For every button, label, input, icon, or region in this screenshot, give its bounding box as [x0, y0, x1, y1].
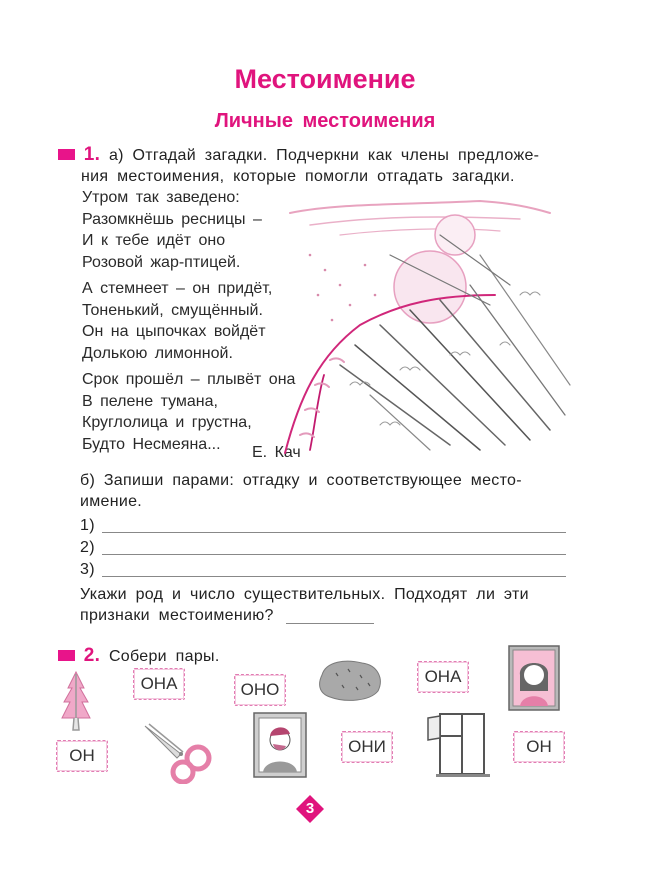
poem-stanza — [82, 278, 312, 364]
task-bullet-icon — [58, 149, 75, 160]
poem-line: Срок прошёл – плывёт она — [82, 371, 296, 388]
part-b-text-line1: Запиши парами: отгадку и соответствующее место- — [103, 472, 522, 489]
page-number — [295, 794, 325, 824]
answer-row — [80, 536, 566, 558]
pronoun-card-ona[interactable]: ОНА — [417, 661, 469, 693]
poem-line: Розовой жар-птицей. — [82, 253, 241, 271]
answer-row — [80, 558, 566, 580]
task-number: 2. — [83, 645, 101, 666]
poem-line: Долькою лимонной. — [82, 344, 233, 362]
poem-stanza — [82, 187, 312, 273]
question-line1: Укажи род и число существительных. Подходят ли эти — [80, 586, 529, 603]
task-1-heading — [58, 144, 578, 187]
riddle-illustration — [280, 195, 580, 457]
pronoun-card-ono[interactable]: ОНО — [234, 674, 286, 706]
pronoun-card-ona[interactable]: ОНА — [133, 668, 185, 700]
question-line2: признаки местоимению? — [80, 607, 274, 624]
poem-line: Будто Несмеяна... — [82, 435, 221, 453]
stone-icon[interactable] — [316, 657, 384, 703]
answer-input-1[interactable] — [102, 531, 566, 533]
riddle-poem — [82, 187, 312, 460]
part-b-label: б) — [80, 472, 96, 489]
part-b-text-line2: имение. — [80, 493, 143, 510]
part-a-text-line2: ния местоимения, которые помогли отгадать загадки. — [81, 168, 515, 185]
poem-line: Утром так заведено: — [82, 189, 240, 206]
window-icon[interactable] — [424, 712, 490, 778]
question-answer-input[interactable] — [286, 622, 374, 624]
task-2-text: Собери пары. — [108, 648, 220, 665]
part-b-instructions — [80, 470, 570, 512]
scissors-icon[interactable] — [143, 722, 215, 784]
answer-input-3[interactable] — [102, 575, 566, 577]
part-a-label: а) — [108, 147, 124, 164]
answer-row-label: 1) — [80, 517, 95, 534]
task-number: 1. — [83, 144, 101, 165]
task-2-heading — [58, 645, 220, 667]
pronoun-card-oni[interactable]: ОНИ — [341, 731, 393, 763]
answer-input-2[interactable] — [102, 553, 566, 555]
portrait-man-icon[interactable] — [253, 712, 307, 778]
answer-row-label: 3) — [80, 561, 95, 578]
portrait-girl-icon[interactable] — [508, 645, 560, 711]
fir-tree-icon[interactable] — [60, 670, 92, 732]
answer-lines — [80, 514, 566, 580]
poem-line: И к тебе идёт оно — [82, 232, 226, 249]
poem-line: Разомкнёшь ресницы – — [82, 210, 262, 228]
page-title: Местоимение — [234, 64, 416, 94]
poem-line: А стемнеет – он придёт, — [82, 280, 273, 297]
poem-line: Тоненький, смущённый. — [82, 301, 263, 319]
poem-author: Е. Кач — [252, 444, 301, 461]
poem-line: Круглолица и грустна, — [82, 414, 252, 431]
pronoun-card-on[interactable]: ОН — [513, 731, 565, 763]
poem-line: В пелене тумана, — [82, 392, 218, 410]
answer-row-label: 2) — [80, 539, 95, 556]
page-number-text: 3 — [305, 800, 315, 817]
pronoun-card-on[interactable]: ОН — [56, 740, 108, 772]
task-bullet-icon — [58, 650, 75, 661]
poem-line: Он на цыпочках войдёт — [82, 323, 266, 340]
page-subtitle: Личные местоимения — [214, 110, 436, 132]
answer-row — [80, 514, 566, 536]
part-a-text-line1: Отгадай загадки. Подчеркни как члены предложе- — [132, 147, 540, 164]
gender-number-question — [80, 584, 570, 626]
